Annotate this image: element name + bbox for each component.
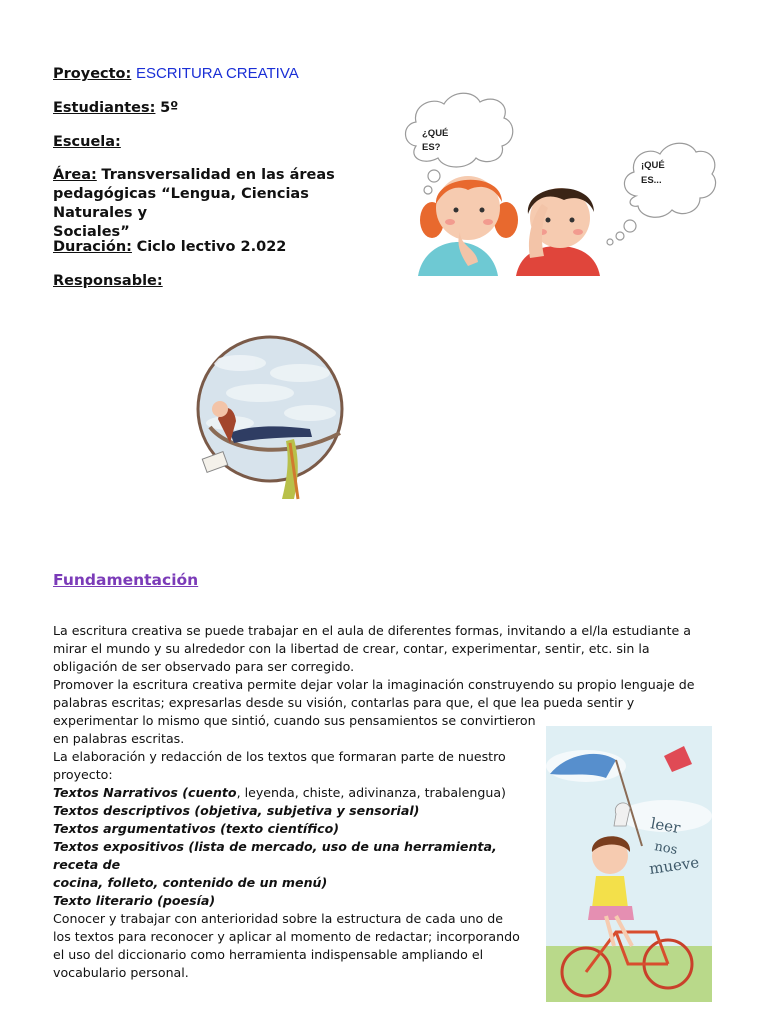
girl-figure bbox=[418, 176, 518, 276]
boy-figure bbox=[516, 188, 600, 276]
escuela-line bbox=[53, 133, 121, 152]
estudiantes-value: 5º bbox=[160, 100, 179, 116]
estudiantes-label: Estudiantes: bbox=[53, 100, 156, 116]
area-value-2: pedagógicas “Lengua, Ciencias Naturales y bbox=[53, 186, 309, 221]
section-title: Fundamentación bbox=[53, 571, 199, 589]
text-type-narrativos-bold: Textos Narrativos (cuento bbox=[53, 785, 237, 800]
bubble-right-line-1: ¡QUÉ bbox=[641, 160, 665, 171]
body-line: Promover la escritura creativa permite dejar volar la imaginación construyendo su propio lenguaje de bbox=[53, 677, 695, 692]
kids-thinking-illustration bbox=[398, 86, 718, 276]
body-line: mirar el mundo y su alrededor con la libertad de crear, contar, experimentar, sentir, etc. sin la bbox=[53, 641, 650, 656]
body-line: La escritura creativa se puede trabajar en el aula de diferentes formas, invitando a el/la estudiante a bbox=[53, 623, 691, 638]
duracion-label: Duración: bbox=[53, 239, 132, 255]
responsable-label: Responsable: bbox=[53, 273, 163, 289]
text-type-literario: Texto literario (poesía) bbox=[53, 893, 216, 908]
body-line: Conocer y trabajar con anterioridad sobre la estructura de cada uno de bbox=[53, 911, 503, 926]
text-type-narrativos bbox=[53, 784, 533, 802]
girl-in-circle-illustration bbox=[190, 333, 350, 503]
text-type-expositivos-cont: cocina, folleto, contenido de un menú) bbox=[53, 875, 328, 890]
text-type-narrativos-rest: , leyenda, chiste, adivinanza, trabalengua) bbox=[236, 785, 506, 800]
sign-word-mueve: mueve bbox=[648, 853, 701, 878]
body-line: en palabras escritas. bbox=[53, 731, 185, 746]
body-line: vocabulario personal. bbox=[53, 965, 189, 980]
sign-word-leer: leer bbox=[649, 814, 682, 838]
proyecto-value: ESCRITURA CREATIVA bbox=[135, 65, 299, 82]
duracion-line bbox=[53, 238, 286, 257]
proyecto-line bbox=[53, 64, 299, 84]
body-line: palabras escritas; expresarlas desde su visión, contarlas para que, el que lea pueda sentir y bbox=[53, 695, 635, 710]
area-label: Área: bbox=[53, 167, 97, 183]
duracion-value: Ciclo lectivo 2.022 bbox=[136, 239, 287, 255]
escuela-label: Escuela: bbox=[53, 134, 121, 150]
body-line: obligación de ser observado para ser corregido. bbox=[53, 659, 355, 674]
reading-bicycle-illustration bbox=[546, 726, 712, 1002]
text-type-descriptivos: Textos descriptivos (objetiva, subjetiva y sensorial) bbox=[53, 803, 420, 818]
bubble-right-line-2: ES... bbox=[641, 175, 662, 186]
body-line: La elaboración y redacción de los textos que formaran parte de nuestro bbox=[53, 749, 506, 764]
text-type-expositivos: Textos expositivos (lista de mercado, uso de una herramienta, receta de bbox=[53, 839, 497, 872]
body-line: experimentar lo mismo que sintió, cuando sus pensamientos se convirtieron bbox=[53, 713, 536, 728]
estudiantes-line bbox=[53, 99, 178, 118]
sign-word-nos: nos bbox=[653, 839, 679, 858]
area-value-3: Sociales” bbox=[53, 224, 130, 240]
responsable-line bbox=[53, 272, 163, 291]
text-type-argumentativos: Textos argumentativos (texto científico) bbox=[53, 821, 340, 836]
body-line: el uso del diccionario como herramienta indispensable ampliando el bbox=[53, 947, 484, 962]
area-value-1: Transversalidad en las áreas bbox=[101, 167, 335, 183]
proyecto-label: Proyecto: bbox=[53, 66, 132, 82]
thought-bubble-right bbox=[607, 143, 716, 245]
area-block bbox=[53, 166, 383, 242]
bubble-left-line-1: ¿QUÉ bbox=[422, 128, 449, 139]
body-line: los textos para reconocer y aplicar al momento de redactar; incorporando bbox=[53, 929, 520, 944]
bubble-left-line-2: ES? bbox=[422, 142, 441, 153]
body-line: proyecto: bbox=[53, 767, 113, 782]
